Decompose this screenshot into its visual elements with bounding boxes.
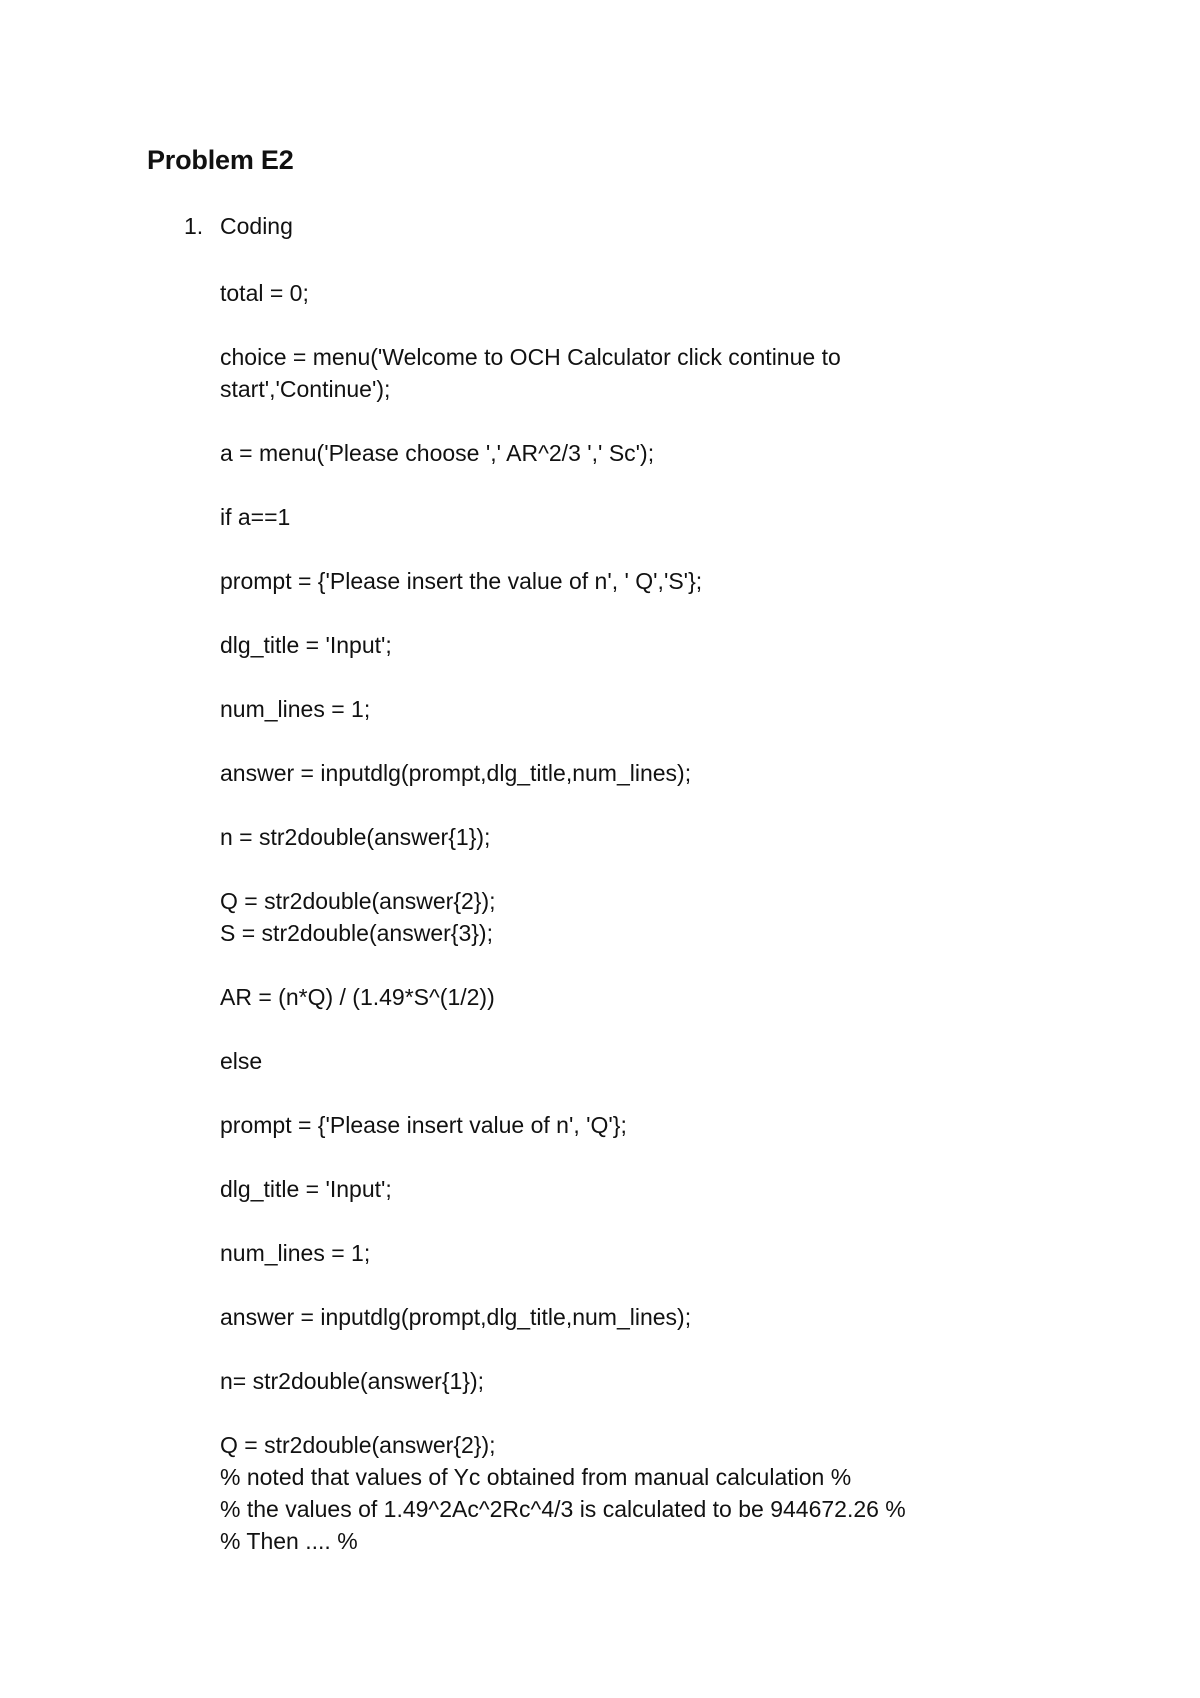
code-block (220, 1045, 1120, 1077)
code-line: dlg_title = 'Input'; (220, 1176, 392, 1202)
code-block (220, 1109, 1120, 1141)
code-line: Q = str2double(answer{2}); (220, 1432, 496, 1458)
code-line: Q = str2double(answer{2}); (220, 888, 496, 914)
list-item-label: Coding (220, 213, 293, 239)
code-block (220, 1301, 1120, 1333)
code-line: answer = inputdlg(prompt,dlg_title,num_lines); (220, 1304, 692, 1330)
code-listing (220, 277, 1120, 1557)
code-block (220, 341, 1120, 405)
code-line: prompt = {'Please insert value of n', 'Q'}; (220, 1112, 627, 1138)
code-block (220, 693, 1120, 725)
code-line: start','Continue'); (220, 376, 391, 402)
code-line: n = str2double(answer{1}); (220, 824, 491, 850)
code-line: a = menu('Please choose ',' AR^2/3 ',' Sc'); (220, 440, 655, 466)
code-line: % Then .... % (220, 1528, 358, 1554)
code-line: choice = menu('Welcome to OCH Calculator click continue to (220, 344, 841, 370)
code-line: answer = inputdlg(prompt,dlg_title,num_lines); (220, 760, 692, 786)
code-block (220, 277, 1120, 309)
code-block (220, 1237, 1120, 1269)
code-block (220, 1365, 1120, 1397)
code-block (220, 565, 1120, 597)
code-block (220, 437, 1120, 469)
code-line: num_lines = 1; (220, 1240, 371, 1266)
code-line: AR = (n*Q) / (1.49*S^(1/2)) (220, 984, 495, 1010)
code-block (220, 1429, 1120, 1557)
code-block (220, 885, 1120, 949)
code-line: if a==1 (220, 504, 291, 530)
code-block (220, 757, 1120, 789)
code-line: else (220, 1048, 263, 1074)
code-block (220, 629, 1120, 661)
code-line: num_lines = 1; (220, 696, 371, 722)
code-block (220, 821, 1120, 853)
code-block (220, 981, 1120, 1013)
code-block (220, 1173, 1120, 1205)
code-line: total = 0; (220, 280, 309, 306)
page-title: Problem E2 (147, 145, 294, 175)
code-block (220, 501, 1120, 533)
code-line: S = str2double(answer{3}); (220, 920, 493, 946)
code-line: prompt = {'Please insert the value of n', ' Q','S'}; (220, 568, 703, 594)
code-line: dlg_title = 'Input'; (220, 632, 392, 658)
code-line: % noted that values of Yc obtained from manual calculation % (220, 1464, 852, 1490)
code-line: % the values of 1.49^2Ac^2Rc^4/3 is calculated to be 944672.26 % (220, 1496, 906, 1522)
list-item-number: 1. (184, 213, 204, 239)
code-line: n= str2double(answer{1}); (220, 1368, 485, 1394)
